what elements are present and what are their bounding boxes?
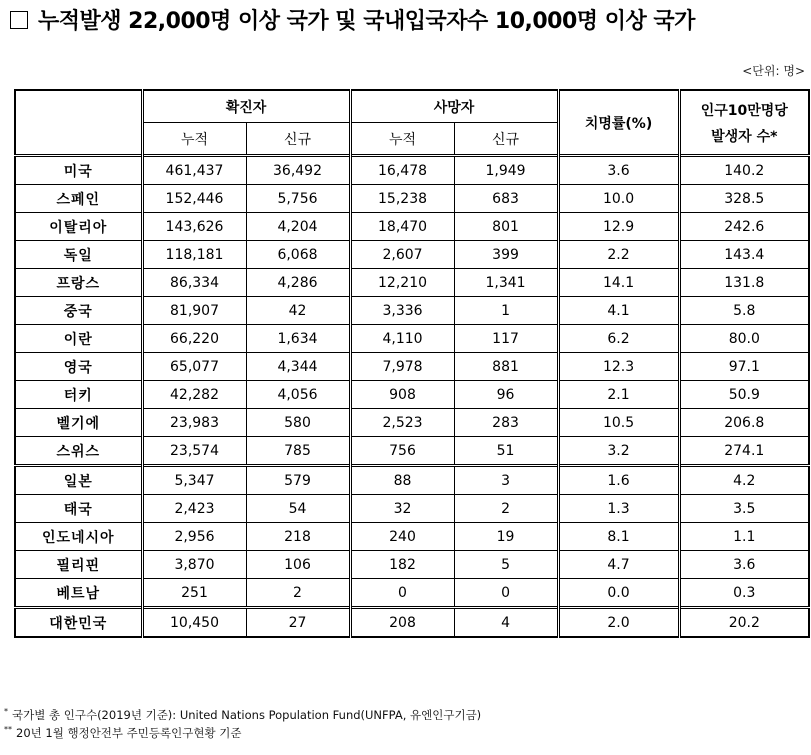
deaths-new: 19 (454, 523, 558, 551)
confirmed-cumulative: 10,450 (142, 608, 246, 638)
deaths-cumulative: 0 (350, 579, 454, 608)
footnote-1: * 국가별 총 인구수(2019년 기준): United Nations Population Fund(UNFPA, 유엔인구기금) (4, 707, 482, 722)
country-name: 이탈리아 (15, 213, 142, 241)
confirmed-cumulative: 2,423 (142, 495, 246, 523)
confirmed-new: 36,492 (246, 156, 350, 185)
confirmed-new: 4,286 (246, 269, 350, 297)
confirmed-new: 4,056 (246, 381, 350, 409)
confirmed-new: 54 (246, 495, 350, 523)
confirmed-cumulative: 2,956 (142, 523, 246, 551)
table-row (15, 437, 809, 466)
confirmed-cumulative: 23,983 (142, 409, 246, 437)
table-row (15, 353, 809, 381)
header-country-blank (15, 90, 142, 156)
deaths-new: 4 (454, 608, 558, 638)
fatality-rate: 2.0 (558, 608, 679, 638)
footnote-2: ** 20년 1월 행정안전부 주민등록인구현황 기준 (4, 725, 242, 740)
confirmed-cumulative: 152,446 (142, 185, 246, 213)
deaths-cumulative: 16,478 (350, 156, 454, 185)
confirmed-new: 2 (246, 579, 350, 608)
table-row (15, 185, 809, 213)
deaths-new: 1,341 (454, 269, 558, 297)
fatality-rate: 2.2 (558, 241, 679, 269)
covid-country-table (14, 89, 810, 638)
deaths-cumulative: 15,238 (350, 185, 454, 213)
deaths-new: 683 (454, 185, 558, 213)
per-100k: 3.6 (679, 551, 809, 579)
table-row (15, 495, 809, 523)
confirmed-new: 4,344 (246, 353, 350, 381)
country-name: 필리핀 (15, 551, 142, 579)
deaths-cumulative: 18,470 (350, 213, 454, 241)
deaths-cumulative: 3,336 (350, 297, 454, 325)
confirmed-new: 106 (246, 551, 350, 579)
deaths-new: 96 (454, 381, 558, 409)
deaths-new: 801 (454, 213, 558, 241)
fatality-rate: 1.3 (558, 495, 679, 523)
fatality-rate: 6.2 (558, 325, 679, 353)
confirmed-new: 579 (246, 466, 350, 495)
deaths-cumulative: 32 (350, 495, 454, 523)
deaths-new: 51 (454, 437, 558, 466)
deaths-cumulative: 88 (350, 466, 454, 495)
per-100k: 274.1 (679, 437, 809, 466)
fatality-rate: 3.6 (558, 156, 679, 185)
confirmed-cumulative: 81,907 (142, 297, 246, 325)
confirmed-new: 42 (246, 297, 350, 325)
per-100k: 206.8 (679, 409, 809, 437)
country-name: 대한민국 (15, 608, 142, 638)
deaths-cumulative: 908 (350, 381, 454, 409)
confirmed-cumulative: 86,334 (142, 269, 246, 297)
per-100k: 4.2 (679, 466, 809, 495)
confirmed-new: 5,756 (246, 185, 350, 213)
per-100k: 1.1 (679, 523, 809, 551)
deaths-new: 1 (454, 297, 558, 325)
table-row (15, 241, 809, 269)
table-row (15, 409, 809, 437)
header-deaths-new: 신규 (454, 123, 558, 156)
fatality-rate: 10.5 (558, 409, 679, 437)
country-name: 베트남 (15, 579, 142, 608)
deaths-cumulative: 2,607 (350, 241, 454, 269)
per-100k: 3.5 (679, 495, 809, 523)
per-100k: 242.6 (679, 213, 809, 241)
confirmed-cumulative: 461,437 (142, 156, 246, 185)
deaths-cumulative: 2,523 (350, 409, 454, 437)
header-per100k-line2: 발생자 수* (711, 128, 778, 145)
per-100k: 97.1 (679, 353, 809, 381)
fatality-rate: 12.3 (558, 353, 679, 381)
deaths-new: 283 (454, 409, 558, 437)
confirmed-cumulative: 5,347 (142, 466, 246, 495)
confirmed-cumulative: 3,870 (142, 551, 246, 579)
checkbox-square-icon (10, 11, 28, 29)
country-name: 미국 (15, 156, 142, 185)
table-row (15, 466, 809, 495)
confirmed-cumulative: 143,626 (142, 213, 246, 241)
header-per100k (679, 90, 809, 156)
confirmed-new: 6,068 (246, 241, 350, 269)
per-100k: 328.5 (679, 185, 809, 213)
confirmed-new: 218 (246, 523, 350, 551)
deaths-new: 0 (454, 579, 558, 608)
confirmed-cumulative: 42,282 (142, 381, 246, 409)
table-row (15, 579, 809, 608)
confirmed-new: 580 (246, 409, 350, 437)
unit-label: <단위: 명> (742, 64, 805, 78)
fatality-rate: 0.0 (558, 579, 679, 608)
header-fatality: 치명률(%) (558, 90, 679, 156)
deaths-cumulative: 4,110 (350, 325, 454, 353)
document-title (10, 4, 695, 35)
per-100k: 80.0 (679, 325, 809, 353)
header-confirmed: 확진자 (142, 90, 350, 123)
country-name: 독일 (15, 241, 142, 269)
deaths-new: 5 (454, 551, 558, 579)
country-name: 인도네시아 (15, 523, 142, 551)
fatality-rate: 3.2 (558, 437, 679, 466)
deaths-cumulative: 12,210 (350, 269, 454, 297)
country-name: 영국 (15, 353, 142, 381)
deaths-cumulative: 240 (350, 523, 454, 551)
country-name: 중국 (15, 297, 142, 325)
table-row (15, 269, 809, 297)
confirmed-cumulative: 66,220 (142, 325, 246, 353)
table-row (15, 551, 809, 579)
table-row (15, 608, 809, 638)
country-name: 이란 (15, 325, 142, 353)
deaths-new: 881 (454, 353, 558, 381)
deaths-new: 2 (454, 495, 558, 523)
header-deaths-cumulative: 누적 (350, 123, 454, 156)
confirmed-cumulative: 23,574 (142, 437, 246, 466)
deaths-cumulative: 7,978 (350, 353, 454, 381)
fatality-rate: 1.6 (558, 466, 679, 495)
per-100k: 131.8 (679, 269, 809, 297)
fatality-rate: 10.0 (558, 185, 679, 213)
title-text: 누적발생 22,000명 이상 국가 및 국내입국자수 10,000명 이상 국가 (38, 9, 695, 34)
country-name: 일본 (15, 466, 142, 495)
deaths-new: 117 (454, 325, 558, 353)
table-body (15, 156, 809, 638)
confirmed-cumulative: 118,181 (142, 241, 246, 269)
deaths-cumulative: 208 (350, 608, 454, 638)
table-row (15, 325, 809, 353)
deaths-cumulative: 182 (350, 551, 454, 579)
confirmed-new: 1,634 (246, 325, 350, 353)
deaths-new: 399 (454, 241, 558, 269)
per-100k: 0.3 (679, 579, 809, 608)
table-row (15, 297, 809, 325)
country-name: 프랑스 (15, 269, 142, 297)
per-100k: 50.9 (679, 381, 809, 409)
table-row (15, 381, 809, 409)
country-name: 스페인 (15, 185, 142, 213)
deaths-new: 1,949 (454, 156, 558, 185)
table-row (15, 156, 809, 185)
deaths-new: 3 (454, 466, 558, 495)
header-confirmed-new: 신규 (246, 123, 350, 156)
country-name: 태국 (15, 495, 142, 523)
per-100k: 143.4 (679, 241, 809, 269)
confirmed-cumulative: 65,077 (142, 353, 246, 381)
header-per100k-line1: 인구10만명당 (700, 102, 788, 119)
header-confirmed-cumulative: 누적 (142, 123, 246, 156)
fatality-rate: 12.9 (558, 213, 679, 241)
fatality-rate: 4.1 (558, 297, 679, 325)
fatality-rate: 4.7 (558, 551, 679, 579)
country-name: 터키 (15, 381, 142, 409)
table-row (15, 213, 809, 241)
per-100k: 5.8 (679, 297, 809, 325)
per-100k: 140.2 (679, 156, 809, 185)
table-row (15, 523, 809, 551)
country-name: 벨기에 (15, 409, 142, 437)
fatality-rate: 2.1 (558, 381, 679, 409)
per-100k: 20.2 (679, 608, 809, 638)
confirmed-new: 4,204 (246, 213, 350, 241)
fatality-rate: 14.1 (558, 269, 679, 297)
confirmed-cumulative: 251 (142, 579, 246, 608)
confirmed-new: 785 (246, 437, 350, 466)
deaths-cumulative: 756 (350, 437, 454, 466)
country-name: 스위스 (15, 437, 142, 466)
confirmed-new: 27 (246, 608, 350, 638)
header-deaths: 사망자 (350, 90, 558, 123)
fatality-rate: 8.1 (558, 523, 679, 551)
